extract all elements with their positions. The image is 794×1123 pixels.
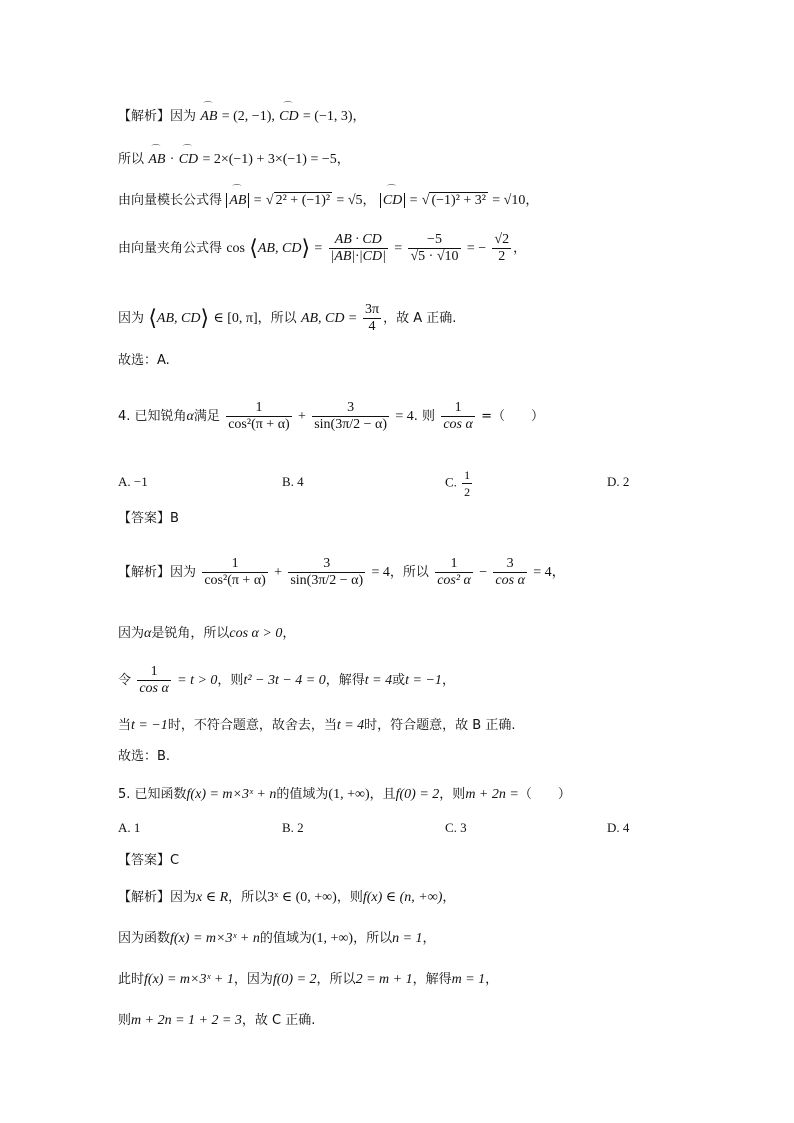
math: α — [144, 626, 152, 641]
text: ， — [422, 931, 436, 946]
math: = 2×(−1) + 3×(−1) = −5 — [202, 152, 337, 167]
text: 因为函数 — [118, 931, 171, 946]
text: ，且 — [369, 787, 396, 802]
math: cos α > 0 — [229, 626, 283, 641]
text: ， — [282, 626, 296, 641]
text: ，所以 — [228, 890, 268, 905]
fraction — [226, 400, 291, 433]
denominator: √5 · √10 — [410, 249, 459, 264]
text: ，故 C 正确. — [241, 1013, 316, 1028]
numerator: −5 — [408, 232, 460, 249]
text: 是锐角，所以 — [151, 626, 230, 641]
denominator: sin(3π/2 − α) — [314, 417, 388, 432]
vector-pair: AB, CD — [257, 241, 302, 256]
math: f(x) = m×3ˣ + 1 — [144, 972, 234, 987]
fraction — [462, 467, 472, 500]
text: 5. 已知函数 — [118, 787, 187, 802]
q4-stem — [118, 400, 544, 433]
math: + — [298, 409, 306, 424]
text: ， — [513, 241, 527, 256]
fraction — [363, 302, 381, 335]
text: 因为 — [118, 311, 145, 326]
text: 所以 — [118, 152, 145, 167]
text: 的值域为 — [259, 931, 312, 946]
denominator: cos²(π + α) — [228, 417, 290, 432]
text: ， — [485, 972, 499, 987]
q4-answer-label: 【答案】B — [118, 511, 179, 526]
text: 4. 已知锐角 — [118, 409, 187, 424]
fraction — [435, 556, 473, 589]
math: t² − 3t − 4 = 0 — [243, 673, 326, 688]
text: ，解得 — [325, 673, 365, 688]
fraction — [441, 400, 475, 433]
text: ，所以 — [353, 931, 393, 946]
text: ，因为 — [233, 972, 273, 987]
math: = √5 — [336, 193, 363, 208]
text: ， — [352, 109, 366, 124]
math: = 4 — [371, 565, 390, 580]
fraction — [493, 556, 527, 589]
text: 令 — [118, 673, 132, 688]
text: ，所以 — [389, 565, 429, 580]
text: 当 — [118, 718, 132, 733]
q5-solution-line-2 — [118, 929, 436, 948]
math: = 4 — [395, 409, 414, 424]
q5-solution-line-4 — [118, 1011, 315, 1030]
text: ， — [442, 890, 456, 905]
math: = − — [466, 241, 487, 256]
q5-option-b: B. 2 — [282, 820, 304, 835]
vector-cd-magnitude: ⌒ CD — [380, 193, 405, 208]
q3-solution-line-5: 因为 ⟨AB, CD⟩ ∈ [0, π]，所以 AB, CD = $\frac{3\pi}{4}$ ，故 A 正确. — [118, 302, 457, 334]
numerator: 3 — [312, 400, 389, 417]
math: (1, +∞) — [311, 931, 354, 946]
q3-solution-line-3: 由向量模长公式得 ⌒ AB = √ 2² + (−1)² = √5， ⌒ CD = √ (−1)² + 3² = √10， — [118, 191, 538, 210]
math: = — [348, 311, 357, 326]
text: （ ） — [518, 787, 571, 802]
text: ， — [336, 152, 350, 167]
numerator: 3 — [493, 556, 527, 573]
text: ，则 — [439, 787, 466, 802]
q4-option-a: A. −1 — [118, 474, 148, 489]
math: (1, +∞) — [328, 787, 370, 802]
denominator: cos α — [495, 573, 525, 588]
math: f(x) = m×3ˣ + n — [170, 931, 260, 946]
denominator: cos²(π + α) — [204, 573, 266, 588]
q5-stem — [118, 785, 571, 804]
text: ，故 A 正确. — [383, 311, 457, 326]
denominator: cos α — [139, 681, 169, 696]
q5-option-a: A. 1 — [118, 820, 141, 835]
math: 2 = m + 1 — [355, 972, 413, 987]
analysis-tag: 【解析】 — [118, 565, 171, 580]
vector-pair: AB, CD — [300, 311, 345, 326]
math: = (2, −1), — [221, 109, 275, 124]
vector-pair: AB, CD — [156, 311, 201, 326]
numerator: 1 — [137, 664, 171, 681]
text: . 则 — [413, 409, 436, 424]
q4-option-d: D. 2 — [607, 474, 630, 489]
q3-solution-line-1 — [118, 107, 366, 126]
text: ， — [441, 673, 455, 688]
denominator: 2 — [498, 249, 506, 264]
vector-ab-magnitude: ⌒ AB — [226, 193, 249, 208]
text: 时，符合题意，故 B 正确. — [364, 718, 516, 733]
q4-option-c — [445, 467, 474, 500]
q5-option-d: D. 4 — [607, 820, 630, 835]
q4-answer: 故选：B. — [118, 749, 171, 764]
math: = √10 — [492, 193, 526, 208]
math: 3ˣ ∈ (0, +∞) — [267, 890, 337, 905]
vector-cd: ⌒ CD — [179, 151, 198, 169]
math: ∈ [0, π] — [213, 311, 258, 326]
numerator: 1 — [441, 400, 475, 417]
q3-solution-line-2 — [118, 150, 350, 169]
math: t = 4 — [364, 673, 393, 688]
math: f(x) ∈ (n, +∞) — [362, 890, 443, 905]
math: t = 4 — [336, 718, 365, 733]
math: f(0) = 2 — [395, 787, 440, 802]
numerator: 3 — [288, 556, 365, 573]
math: t = −1 — [131, 718, 168, 733]
text: ，解得 — [412, 972, 452, 987]
math: t = −1 — [405, 673, 442, 688]
numerator: 1 — [226, 400, 291, 417]
vector-ab: ⌒ AB — [148, 151, 165, 169]
text: 因为 — [170, 565, 197, 580]
numerator: 3π — [365, 302, 380, 317]
text: 由向量模长公式得 — [118, 193, 223, 208]
numerator: 1 — [464, 468, 471, 482]
math: n = 1 — [392, 931, 423, 946]
math: m + 2n = 1 + 2 = 3 — [131, 1013, 242, 1028]
q5-solution-line-1 — [118, 888, 455, 907]
numerator: 1 — [435, 556, 473, 573]
numerator: √2 — [494, 232, 510, 247]
text: ， — [362, 193, 376, 208]
q3-solution-line-4: 由向量夹角公式得 cos ⟨AB, CD⟩ = $\frac{AB \cdot CD}{|AB|\cdot|CD|}$ = $\frac{-5}{√5 \cdot √10}$ = − $\frac{√2}{2}$ ， — [118, 232, 527, 264]
text: ， — [525, 193, 539, 208]
text: 因为 — [118, 626, 145, 641]
text: 此时 — [118, 972, 145, 987]
option-label: C. — [445, 474, 457, 490]
analysis-tag: 【解析】 — [118, 109, 171, 124]
math: f(0) = 2 — [272, 972, 317, 987]
math: · — [169, 152, 175, 167]
vector-ab: ⌒ AB — [200, 108, 217, 126]
text: 则 — [118, 1013, 132, 1028]
math: + — [274, 565, 283, 580]
math: cos — [226, 241, 245, 256]
math: = (−1, 3) — [302, 109, 353, 124]
math: = 4， — [533, 565, 566, 580]
fraction — [408, 232, 460, 265]
fraction — [329, 232, 388, 265]
q5-solution-line-3 — [118, 970, 498, 989]
q4-solution-line-1 — [118, 556, 566, 589]
text: ，则 — [336, 890, 363, 905]
numerator: 1 — [202, 556, 267, 573]
radical: (−1)² + 3² — [431, 193, 486, 208]
math: = — [253, 193, 262, 208]
fraction — [492, 232, 511, 265]
numerator: AB · CD — [329, 232, 388, 249]
text: 满足 — [193, 409, 220, 424]
fraction — [137, 664, 171, 697]
q4-option-b: B. 4 — [282, 474, 304, 489]
math: α — [186, 409, 194, 424]
text: 的值域为 — [276, 787, 329, 802]
math: f(x) = m×3ˣ + n — [186, 787, 277, 802]
fraction — [312, 400, 389, 433]
math: − — [479, 565, 488, 580]
denominator: 2 — [464, 485, 471, 499]
fraction — [202, 556, 267, 589]
denominator: cos² α — [437, 573, 471, 588]
math: x ∈ R — [196, 890, 229, 905]
analysis-tag: 【解析】 — [118, 890, 171, 905]
vector-cd: ⌒ CD — [279, 108, 298, 126]
text: ，所以 — [316, 972, 356, 987]
math: = — [409, 193, 418, 208]
denominator: sin(3π/2 − α) — [290, 573, 364, 588]
math: m = 1 — [451, 972, 486, 987]
q3-answer: 故选：A. — [118, 353, 170, 368]
math: = t > 0 — [177, 673, 218, 688]
text: ，所以 — [257, 311, 297, 326]
q4-solution-line-3 — [118, 664, 455, 697]
q4-solution-line-4 — [118, 716, 516, 735]
text: 由向量夹角公式得 — [118, 241, 223, 256]
denominator: 4 — [368, 319, 376, 334]
radical: 2² + (−1)² — [275, 193, 331, 208]
fraction — [288, 556, 365, 589]
text: ，则 — [217, 673, 244, 688]
text: 或 — [392, 673, 406, 688]
q5-answer-label: 【答案】C — [118, 853, 180, 868]
math: m + 2n = — [465, 787, 519, 802]
text: 因为 — [170, 890, 197, 905]
text: 时，不符合题意，故舍去，当 — [167, 718, 337, 733]
q5-option-c: C. 3 — [445, 820, 467, 835]
denominator: |AB|·|CD| — [330, 249, 386, 264]
text: =（ ） — [481, 409, 545, 424]
text: 因为 — [170, 109, 197, 124]
denominator: cos α — [443, 417, 473, 432]
q4-solution-line-2 — [118, 624, 295, 643]
